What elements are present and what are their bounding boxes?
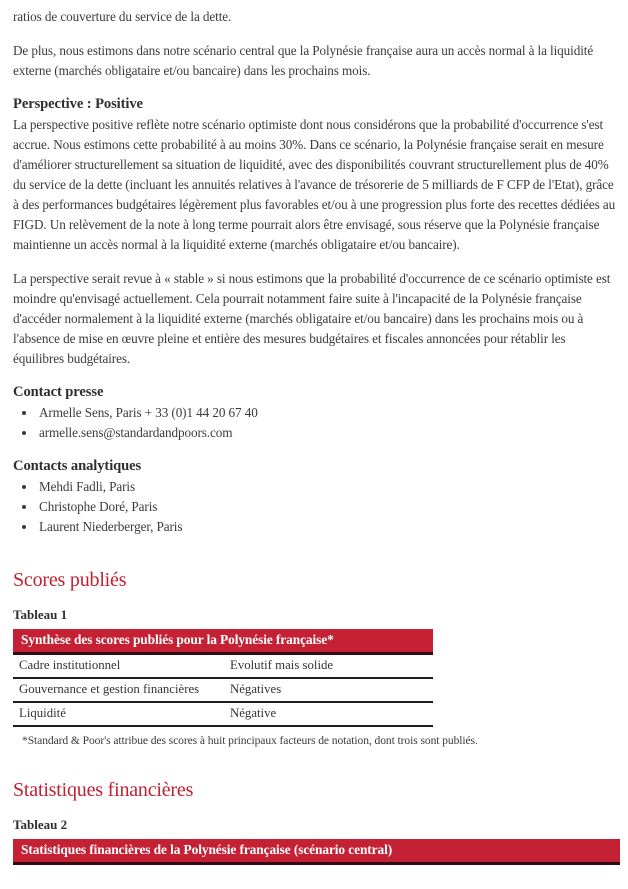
- stats-section-heading: Statistiques financières: [13, 779, 194, 801]
- perspective-heading: Perspective : Positive: [13, 96, 143, 112]
- table-1-label: Tableau 1: [13, 607, 68, 622]
- paragraph-liquidity: De plus, nous estimons dans notre scénario central que la Polynésie française aura un accès normal à la liquidité externe (marchés obligataire et/ou bancaire) dans les prochains mois.: [13, 43, 594, 78]
- scores-section-heading: Scores publiés: [13, 569, 127, 591]
- score-factor-label: Gouvernance et gestion financières: [19, 682, 200, 696]
- table-row: [13, 703, 433, 727]
- stats-table: [13, 839, 620, 865]
- list-item: • Armelle Sens, Paris + 33 (0)1 44 20 67 40: [37, 403, 618, 423]
- table-2-label: Tableau 2: [13, 817, 68, 832]
- scores-table: [13, 629, 433, 727]
- score-factor-label: Liquidité: [19, 706, 66, 720]
- contact-presse-list: [13, 403, 618, 443]
- list-item: • Mehdi Fadli, Paris: [37, 477, 618, 497]
- contacts-analytiques-heading: Contacts analytiques: [13, 458, 142, 474]
- contact-presse-heading: Contact presse: [13, 384, 104, 400]
- list-item-email: • armelle.sens@standardandpoors.com: [37, 423, 618, 443]
- perspective-paragraph-2: La perspective serait revue à « stable » si nous estimons que la probabilité d'occurrence de ce scénario optimiste est moindre qu'envisagé actuellement. Cela pourrait notamment faire suite à l'incapacité de la Polynésie française d'accéder normalement à la liquidité externe (marchés obligataire et/ou bancaire) dans les prochains mois ou à l'absence de mise en œuvre pleine et entière des mesures budgétaires et fiscales annoncées pour rétablir les équilibres budgétaires.: [13, 271, 611, 366]
- perspective-paragraph-1: La perspective positive reflète notre scénario optimiste dont nous considérons que la probabilité d'occurrence s'est accrue. Nous estimons cette probabilité à au moins 30%. Dans ce scénario, la Polynésie française serait en mesure d'améliorer structurellement sa situation de liquidité, avec des disponibilités couvrant structurellement plus de 40% du service de la dette (incluant les annuités relatives à l'avance de trésorerie de 5 milliards de F CFP de l'Etat), grâce à des performances budgétaires légèrement plus favorables et/ou à une progression plus forte des recettes dédiées au FIGD. Un relèvement de la note à long terme pourrait alors être envisagé, sous réserve que la Polynésie française maintienne un accès normal à la liquidité externe (marchés obligataire et/ou bancaire).: [13, 117, 616, 252]
- scores-table-footnote: *Standard & Poor's attribue des scores à huit principaux facteurs de notation, dont trois sont publiés.: [22, 734, 478, 747]
- table-row: [13, 679, 433, 703]
- table-row: [13, 655, 433, 679]
- score-factor-value: Négative: [230, 706, 277, 720]
- stats-table-title: Statistiques financières de la Polynésie française (scénario central): [13, 839, 620, 865]
- paragraph-fragment: ratios de couverture du service de la dette.: [13, 9, 232, 24]
- list-item: • Laurent Niederberger, Paris: [37, 517, 618, 537]
- score-factor-value: Négatives: [230, 682, 282, 696]
- contacts-analytiques-list: [13, 477, 618, 537]
- score-factor-label: Cadre institutionnel: [19, 658, 121, 672]
- score-factor-value: Evolutif mais solide: [230, 658, 334, 672]
- scores-table-title: Synthèse des scores publiés pour la Polynésie française*: [13, 629, 433, 655]
- list-item: • Christophe Doré, Paris: [37, 497, 618, 517]
